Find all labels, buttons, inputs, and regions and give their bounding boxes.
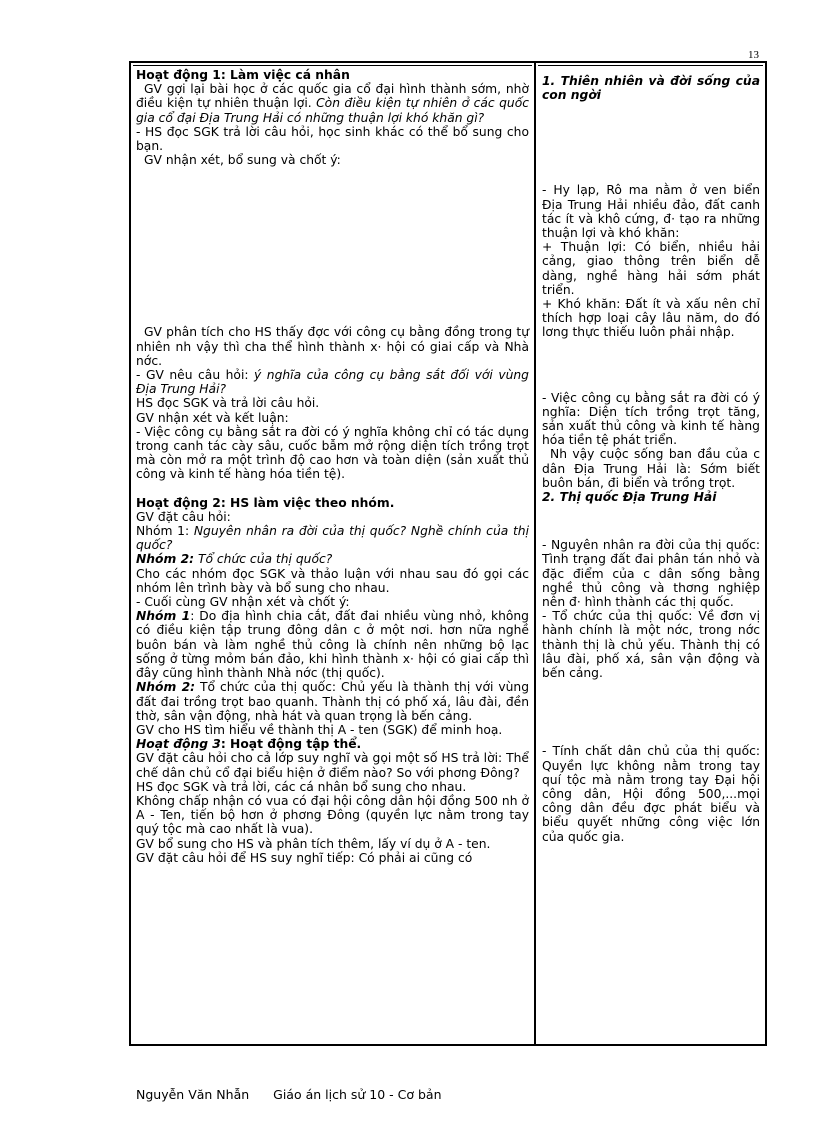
gv-ask: GV đặt câu hỏi:	[136, 509, 231, 524]
gv-next-question: GV đặt câu hỏi để HS suy nghĩ tiếp: Có phải ai cũng có	[136, 850, 473, 865]
activity-1-heading: Hoạt động 1: Làm việc cá nhân	[136, 68, 350, 82]
athens-democracy: Không chấp nhận có vua có đại hội công dân hội đồng 500 nh ở A - Ten, tiến bộ hơn ở phơng Đông (quyền lực nằm trong tay quý tộc mà cao nhất là vua).	[136, 793, 529, 837]
city-state-democracy: - Tính chất dân chủ của thị quốc: Quyền lực không nằm trong tay quí tộc mà nằm trong tay Đại hội công dân, Hội đồng 500,...mọi công dân đều đợc phát biểu và biểu quyết những công việc lớn của quốc gia.	[542, 744, 760, 844]
activity-1-hs: - HS đọc SGK trả lời câu hỏi, học sinh khác có thể bổ sung cho bạn.	[136, 124, 529, 154]
city-state-origin: - Nguyên nhân ra đời của thị quốc: Tình trạng đất đai phân tán nhỏ và đặc điểm của c dân sống bằng nghề thủ công và thơng nghiệp nên đ· hình thành các thị quốc.	[542, 538, 760, 610]
activity-1-intro: GV gợi lại bài học ở các quốc gia cổ đại hình thành sớm, nhờ điều kiện tự nhiên thuận lợi. Còn điều kiện tự nhiên ở các quốc gia cổ đại Địa Trung Hải có những thuận lợi khó khăn gì?	[136, 82, 529, 125]
democracy-question: GV đặt câu hỏi cho cả lớp suy nghĩ và gọi một số HS trả lời: Thể chế dân chủ cổ đại biểu hiện ở điểm nào? So với phơng Đông?	[136, 751, 529, 780]
section-1-title: 1. Thiên nhiên và đời sống của con ngời	[542, 74, 760, 103]
activity-2-heading: Hoạt động 2: HS làm việc theo nhóm.	[136, 495, 395, 510]
hs-read: HS đọc SGK và trả lời câu hỏi.	[136, 396, 320, 411]
athens-example: GV cho HS tìm hiểu về thành thị A - ten (SGK) để minh hoạ.	[136, 722, 503, 737]
group-2-answer: Nhóm 2: Tổ chức của thị quốc: Chủ yếu là thành thị với vùng đất đai trồng trọt bao quanh. Thành thị có phố xá, lâu đài, đền thờ, sân vận động, nhà hát và quan trọng là bến cảng.	[136, 680, 529, 723]
page-number: 13	[748, 49, 759, 61]
footer-title: Giáo án lịch sử 10 - Cơ bản	[273, 1087, 442, 1102]
gv-supplement: GV bổ sung cho HS và phân tích thêm, lấy ví dụ ở A - ten.	[136, 836, 491, 851]
group-discussion: Cho các nhóm đọc SGK và thảo luận với nhau sau đó gọi các nhóm lên trình bày và bổ sung cho nhau.	[136, 566, 529, 595]
gv-conclude: GV nhận xét và kết luận:	[136, 410, 289, 425]
hs-answer: HS đọc SGK và trả lời, các cá nhân bổ sung cho nhau.	[136, 779, 467, 794]
gv-question: - GV nêu câu hỏi: ý nghĩa của công cụ bằng sắt đối với vùng Địa Trung Hải?	[136, 368, 529, 397]
lesson-table	[129, 61, 767, 1046]
group-1-question: Nhóm 1: Nguyên nhân ra đời của thị quốc? Nghề chính của thị quốc?	[136, 524, 529, 553]
section-2-title: 2. Thị quốc Địa Trung Hải	[542, 490, 717, 505]
activity-1-gv: GV nhận xét, bổ sung và chốt ý:	[144, 153, 341, 168]
iron-tools-result: - Việc công cụ bằng sắt ra đời có ý nghĩa: Diện tích trồng trọt tăng, sản xuất thủ công và kinh tế hàng hóa tiền tệ phát triển.	[542, 390, 760, 448]
early-life-summary: Nh vậy cuộc sống ban đầu của c dân Địa Trung Hải là: Sớm biết buôn bán, đi biển và trồng trọt.	[542, 447, 760, 490]
iron-tools-meaning: - Việc công cụ bằng sắt ra đời có ý nghĩa không chỉ có tác dụng trong canh tác cày sâu, cuốc bẫm mở rộng diện tích trồng trọt mà còn mở ra một trình độ cao hơn và toàn diện (sản xuất thủ công và kinh tế hàng hóa tiền tệ).	[136, 424, 529, 482]
gv-final: - Cuối cùng GV nhận xét và chốt ý:	[136, 595, 350, 610]
activity-3-heading: Hoạt động 3: Hoạt động tập thể.	[136, 737, 362, 752]
group-2-question: Nhóm 2: Tổ chức của thị quốc?	[136, 552, 333, 567]
content-column	[536, 63, 765, 1044]
gv-analysis: GV phân tích cho HS thấy đợc với công cụ bằng đồng trong tự nhiên nh vậy thì cha thể hình thành x· hội có giai cấp và Nhà nớc.	[136, 325, 529, 368]
city-state-organization: - Tổ chức của thị quốc: Về đơn vị hành chính là một nớc, trong nớc thành thị là chủ yếu. Thành thị có lâu đài, phố xá, sân vận động và bến cảng.	[542, 609, 760, 681]
disadvantages: + Khó khăn: Đất ít và xấu nên chỉ thích hợp loại cây lâu năm, do đó lơng thực thiếu luôn phải nhập.	[542, 297, 760, 340]
advantages: + Thuận lợi: Có biển, nhiều hải cảng, giao thông trên biển dễ dàng, nghề hàng hải sớm phát triển.	[542, 240, 760, 297]
activities-column	[131, 63, 536, 1044]
group-1-answer: Nhóm 1: Do địa hình chia cắt, đất đai nhiều vùng nhỏ, không có điều kiện tập trung đông dân c ở một nơi. hơn nữa nghề buôn bán và làm nghề thủ công là chính nên những bộ lạc sống ở từng mỏm bán đảo, khi hình thành x· hội có giai cấp thì đây cũng hình thành Nhà nớc (thị quốc).	[136, 609, 529, 681]
footer-author: Nguyễn Văn Nhẫn	[136, 1087, 250, 1102]
nature-description: - Hy lạp, Rô ma nằm ở ven biển Địa Trung Hải nhiều đảo, đất canh tác ít và khô cứng, đ· tạo ra những thuận lợi và khó khăn:	[542, 183, 760, 241]
page-footer	[136, 1088, 462, 1102]
